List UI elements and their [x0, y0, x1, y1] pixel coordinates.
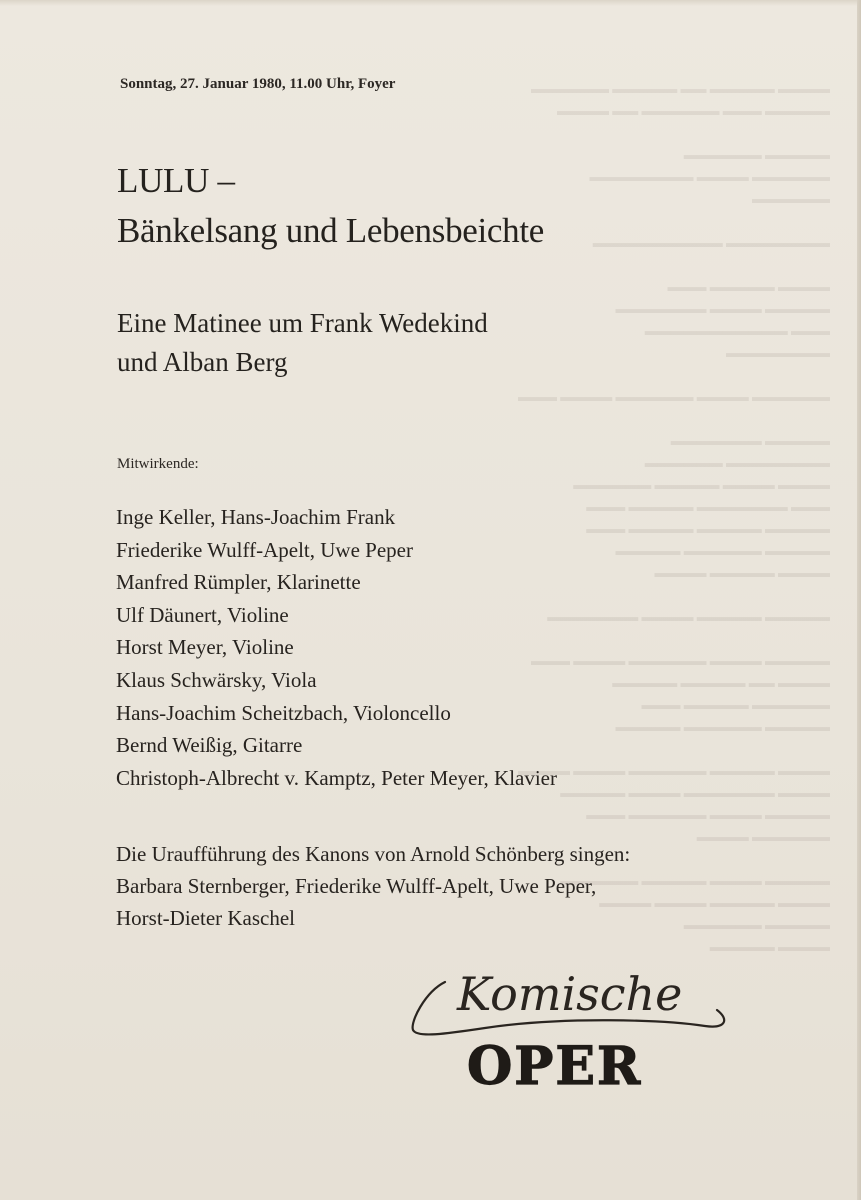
performer-line: Horst Meyer, Violine	[116, 635, 294, 660]
subtitle-line-2: und Alban Berg	[117, 347, 288, 377]
paper-top-edge	[0, 0, 861, 6]
show-through-text: ▬▬▬▬ ▬▬▬▬▬ ▬▬ ▬▬▬▬▬ ▬▬▬▬▬▬ ▬▬▬▬▬ ▬▬▬ ▬▬▬▬▬▬ ▬▬ ▬▬▬▬ ▬▬▬▬▬ ▬▬▬▬▬▬ ▬▬▬▬▬▬ ▬▬▬▬ ▬▬▬▬▬▬▬▬ ▬▬▬▬▬▬ ▬▬▬▬▬▬▬▬ ▬▬▬▬▬▬▬▬▬▬ ▬▬▬▬ ▬▬▬▬▬ ▬▬▬ ▬▬▬▬▬ ▬▬▬▬ ▬▬▬▬▬▬▬ ▬▬▬ ▬▬▬▬▬▬▬▬▬▬▬ ▬▬▬▬▬▬▬▬ ▬▬▬▬▬▬ ▬▬▬▬ ▬▬▬▬▬▬ ▬▬▬▬ ▬▬▬ ▬▬▬▬▬ ▬▬▬▬▬▬▬ ▬▬▬▬▬▬▬▬ ▬▬▬▬▬▬ ▬▬▬▬ ▬▬▬▬ ▬▬▬▬▬ ▬▬▬▬▬▬ ▬▬▬ ▬▬▬▬▬▬▬ ▬▬▬▬▬ ▬▬▬ ▬▬▬▬▬ ▬▬▬▬▬ ▬▬▬▬▬ ▬▬▬ ▬▬▬▬▬ ▬▬▬▬▬▬ ▬▬▬▬▬ ▬▬▬▬ ▬▬▬▬▬ ▬▬▬▬ ▬▬▬▬▬ ▬▬▬▬▬ ▬▬▬▬ ▬▬▬▬▬▬▬ ▬▬▬▬▬ ▬▬▬▬ ▬▬▬▬▬▬ ▬▬▬▬ ▬▬▬ ▬▬▬▬ ▬▬ ▬▬▬▬▬ ▬▬▬▬▬ ▬▬▬▬▬▬ ▬▬▬▬▬ ▬▬▬ ▬▬▬▬▬ ▬▬▬▬▬▬ ▬▬▬▬▬ ▬▬▬▬ ▬▬▬▬▬ ▬▬▬▬▬▬ ▬▬▬▬ ▬▬▬▬ ▬▬▬▬ ▬▬▬▬▬▬▬ ▬▬▬▬ ▬▬▬▬▬ ▬▬▬▬▬ ▬▬▬▬ ▬▬▬▬▬▬ ▬▬▬ ▬▬▬▬▬▬ ▬▬▬▬ ▬▬▬▬▬ ▬▬▬▬ ▬▬▬▬▬ ▬▬▬▬▬▬ ▬▬▬▬ ▬▬▬▬▬ ▬▬▬▬ ▬▬▬▬ ▬▬▬▬▬ ▬▬▬▬▬▬ ▬▬▬▬ ▬▬▬▬▬	[518, 81, 830, 954]
subtitle-line-1: Eine Matinee um Frank Wedekind	[117, 308, 488, 338]
performer-line: Ulf Däunert, Violine	[116, 602, 289, 627]
logo-graphic	[405, 962, 735, 1092]
performers-list	[116, 501, 557, 794]
premiere-note	[116, 838, 630, 934]
logo-script-word: Komische	[457, 967, 683, 1021]
performer-line: Manfred Rümpler, Klarinette	[116, 570, 361, 595]
performers-label: Mitwirkende:	[117, 456, 199, 472]
komische-oper-logo	[405, 962, 735, 1092]
performer-line: Bernd Weißig, Gitarre	[116, 733, 303, 758]
premiere-line: Barbara Sternberger, Friederike Wulff-Apelt, Uwe Peper,	[116, 874, 597, 898]
title-line-1: LULU –	[117, 161, 235, 200]
performer-line: Hans-Joachim Scheitzbach, Violoncello	[116, 700, 451, 725]
title-line-2: Bänkelsang und Lebensbeichte	[117, 211, 545, 250]
paper-right-edge	[857, 0, 861, 1200]
premiere-line: Horst-Dieter Kaschel	[116, 906, 296, 930]
performer-line: Christoph-Albrecht v. Kamptz, Peter Meyer, Klavier	[116, 765, 557, 790]
premiere-line: Die Uraufführung des Kanons von Arnold Schönberg singen:	[116, 842, 631, 866]
logo-block-word: OPER	[467, 1036, 643, 1092]
event-date: Sonntag, 27. Januar 1980, 11.00 Uhr, Foyer	[120, 76, 396, 92]
page-title	[117, 156, 544, 256]
performer-line: Friederike Wulff-Apelt, Uwe Peper	[116, 537, 413, 562]
subtitle	[117, 304, 488, 382]
performer-line: Inge Keller, Hans-Joachim Frank	[116, 505, 396, 529]
performer-line: Klaus Schwärsky, Viola	[116, 667, 317, 692]
